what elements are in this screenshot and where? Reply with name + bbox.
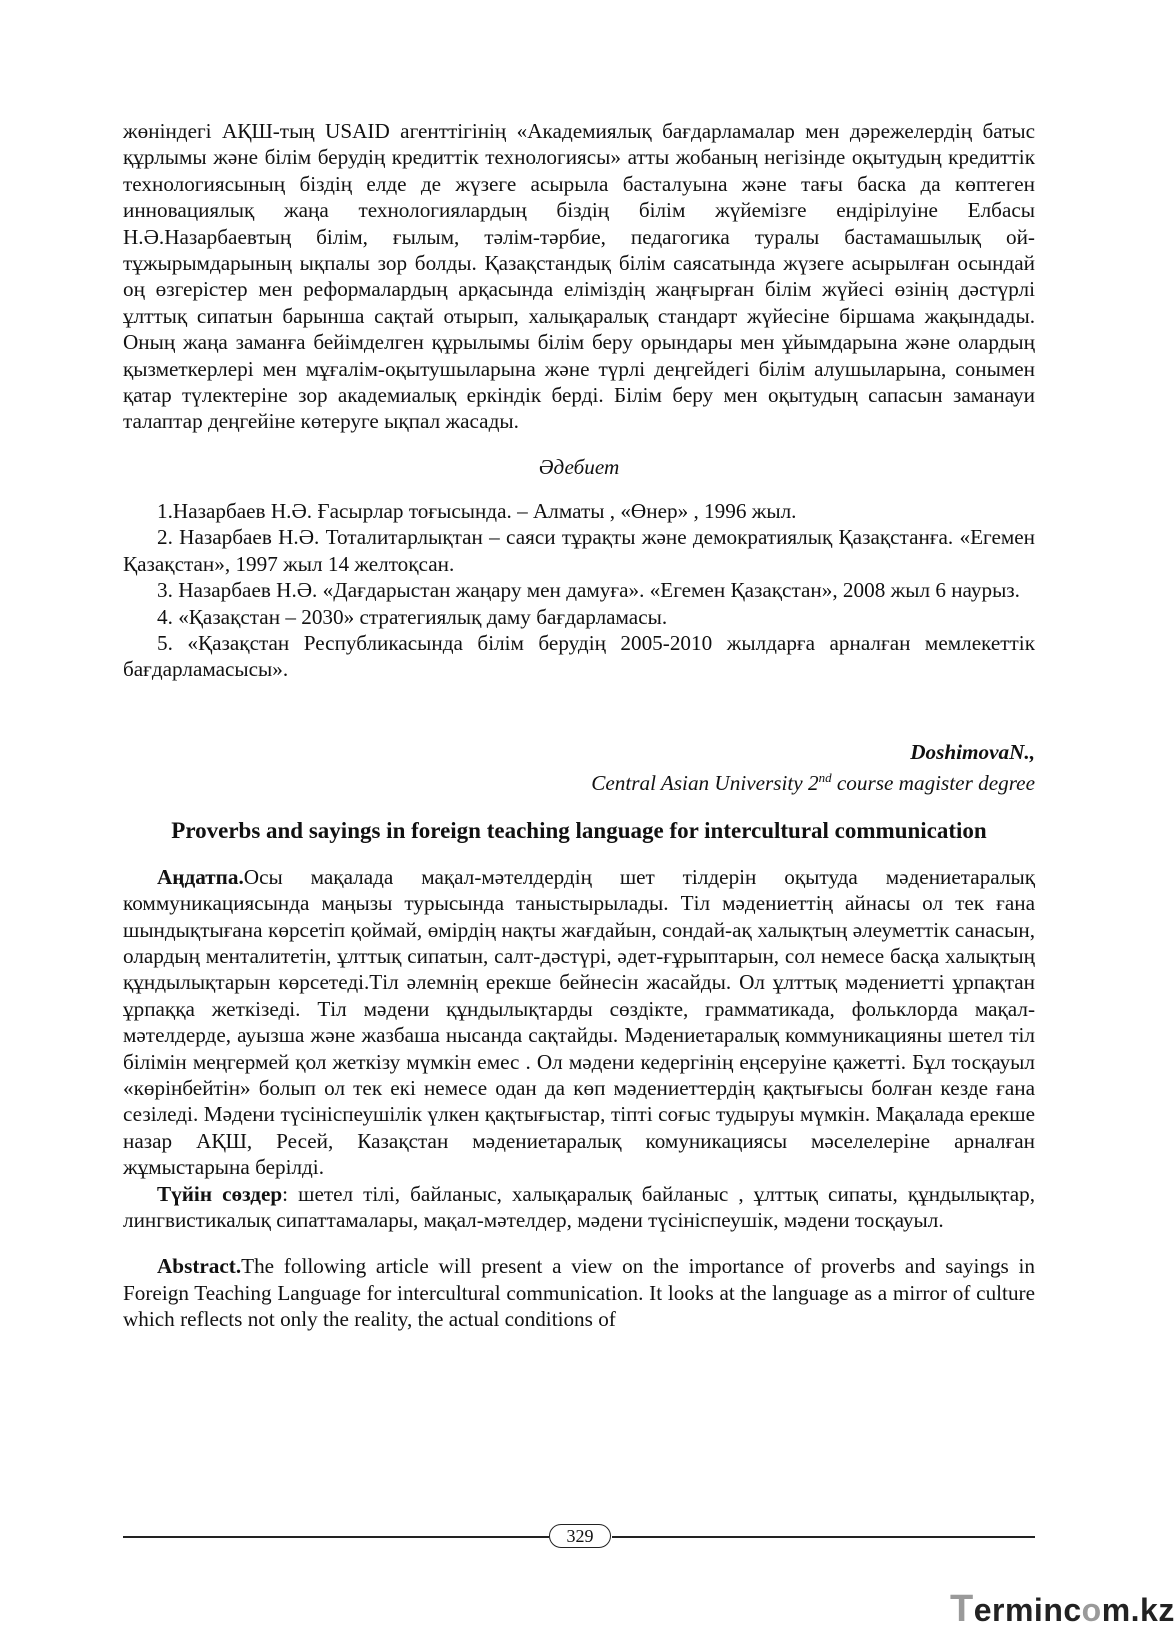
footer-rule-right bbox=[612, 1536, 1035, 1538]
reference-item-4: 4. «Қазақстан – 2030» стратегиялық даму бағдарламасы. bbox=[157, 604, 668, 629]
references-heading: Әдебиет bbox=[538, 454, 620, 479]
affiliation-text: Central Asian University 2 bbox=[591, 770, 819, 795]
page-body bbox=[123, 118, 1035, 1333]
page-footer bbox=[123, 1524, 1035, 1548]
reference-item-5: 5. «Қазақстан Республикасында білім берудің 2005-2010 жылдарға арналған мемлекеттік бағдарламасысы». bbox=[123, 630, 1035, 682]
reference-item-2: 2. Назарбаев Н.Ә. Тоталитарлықтан – саяси тұрақты және демократиялық Қазақстанға. «Егемен Қазақстан», 1997 жыл 14 желтоқсан. bbox=[123, 525, 1035, 576]
reference-item-1: 1.Назарбаев Н.Ә. Ғасырлар тоғысында. – Алматы , «Өнер» , 1996 жыл. bbox=[157, 498, 797, 523]
keywords-paragraph bbox=[123, 1181, 1035, 1234]
abstract-label: Abstract. bbox=[157, 1254, 242, 1279]
abstract-text: The following article will present a view on the importance of proverbs and sayings in Foreign Teaching Language for intercultural communication. It looks at the language as a mirror of culture which reflects not only the reality, the actual conditions of bbox=[123, 1254, 1035, 1332]
author-name: DoshimovaN., bbox=[910, 739, 1035, 764]
article-title: Proverbs and sayings in foreign teaching language for intercultural communication bbox=[171, 817, 987, 843]
footer-rule-left bbox=[123, 1536, 549, 1538]
annotation-text: Осы мақалада мақал-мәтелдердің шет тілдерін оқытуда мәдениетаралық коммуникациясында маңызы турысында таныстырылады. Тіл мәдениеттің айнасы ол тек ғана шындықтығана көрсетіп қоймай, өмірдің нақты жағдайын, сондай-ақ халықтың әлеуметтік санасын, олардың менталитетін, ұлттық сипатын, салт-дәстүрі, әдет-ғұрыптарын, сол немесе басқа халықтың құндылықтарын көрсетеді.Тіл әлемнің ерекше бейнесін жасайды. Ол ұлттық мәдениетті ұрпақтан ұрпаққа жеткізеді. Тіл мәдени құндылықтарды сөздікте, грамматикада, фольклорда мақал-мәтелдерде, ауызша және жазбаша нысанда сақтайды. Мәдениетаралық коммуникацияны шетел тіл білімін меңгермей қол жеткізу мүмкін емес . Ол мәдени кедергінің еңсеруіне қажетті. Бұл тосқауыл «көрінбейтін» болып ол тек екі немесе одан да көп мәдениеттердің қақтығысы болған кезде ғана сезіледі. Мәдени түсініспеушілік үлкен қақтығыстар, тіпті соғыс тудыруы мүмкін. Мақалада ерекше назар АҚШ, Ресей, Казақстан мәдениетаралық комуникациясы мәселелеріне арналған жұмыстарына берілді. bbox=[123, 864, 1035, 1180]
reference-item-3: 3. Назарбаев Н.Ә. «Дағдарыстан жаңару мен дамуға». «Егемен Қазақстан», 2008 жыл 6 наурыз. bbox=[157, 578, 1020, 603]
references-list bbox=[123, 498, 1035, 683]
keywords-text: : шетел тілі, байланыс, халықаралық байланыс , ұлттық сипаты, құндылықтар, лингвистикалық сипаттамалары, мақал-мәтелдер, мәдени түсініспеушік, мәдени тосқауыл. bbox=[123, 1181, 1036, 1233]
author-affiliation bbox=[123, 765, 1035, 796]
affiliation-superscript: nd bbox=[818, 769, 832, 785]
watermark-logo: Termincom.kz bbox=[950, 1588, 1175, 1630]
affiliation-text-end: course magister degree bbox=[831, 770, 1035, 795]
author-block bbox=[123, 739, 1035, 796]
page-number: 329 bbox=[549, 1524, 611, 1548]
annotation-paragraph bbox=[123, 864, 1035, 1181]
annotation-label: Аңдатпа. bbox=[157, 864, 244, 889]
abstract-paragraph bbox=[123, 1253, 1035, 1332]
keywords-label: Түйін сөздер bbox=[157, 1181, 283, 1206]
intro-paragraph: жөніндегі АҚШ-тың USAID агенттігінің «Академиялық бағдарламалар мен дәрежелердің батыс құрлымы және білім берудің кредиттік технологиясы» атты жобаның негізінде оқытудың кредиттік технологиясының біздің елде де жүзеге асырыла басталуына және тағы баска да көптеген инновациялық жаңа технологиялардың біздің білім жүйемізге ендірілуіне Елбасы Н.Ә.Назарбаевтың білім, ғылым, тәлім-тәрбие, педагогика туралы бастамашылық ой-тұжырымдарының ықпалы зор болды. Қазақстандық білім саясатында жүзеге асырылған осындай оң өзгерістер мен реформалардың арқасында еліміздің жаңғырған білім жүйесі өзінің дәстүрлі ұлттық сипатын барынша сақтай отырып, халықаралық стандарт жүйесіне біршама жақындады. Оның жаңа заманға бейімделген құрылымы білім беру орындары мен ұйымдарына және олардың қызметкерлері мен мұғалім-оқытушыларына және түрлі деңгейдегі білім алушыларына, сонымен қатар түлектеріне зор академиалық еркіндік берді. Білім беру мен оқытудың сапасын заманауи талаптар деңгейіне көтеруге ықпал жасады. bbox=[123, 119, 1035, 434]
